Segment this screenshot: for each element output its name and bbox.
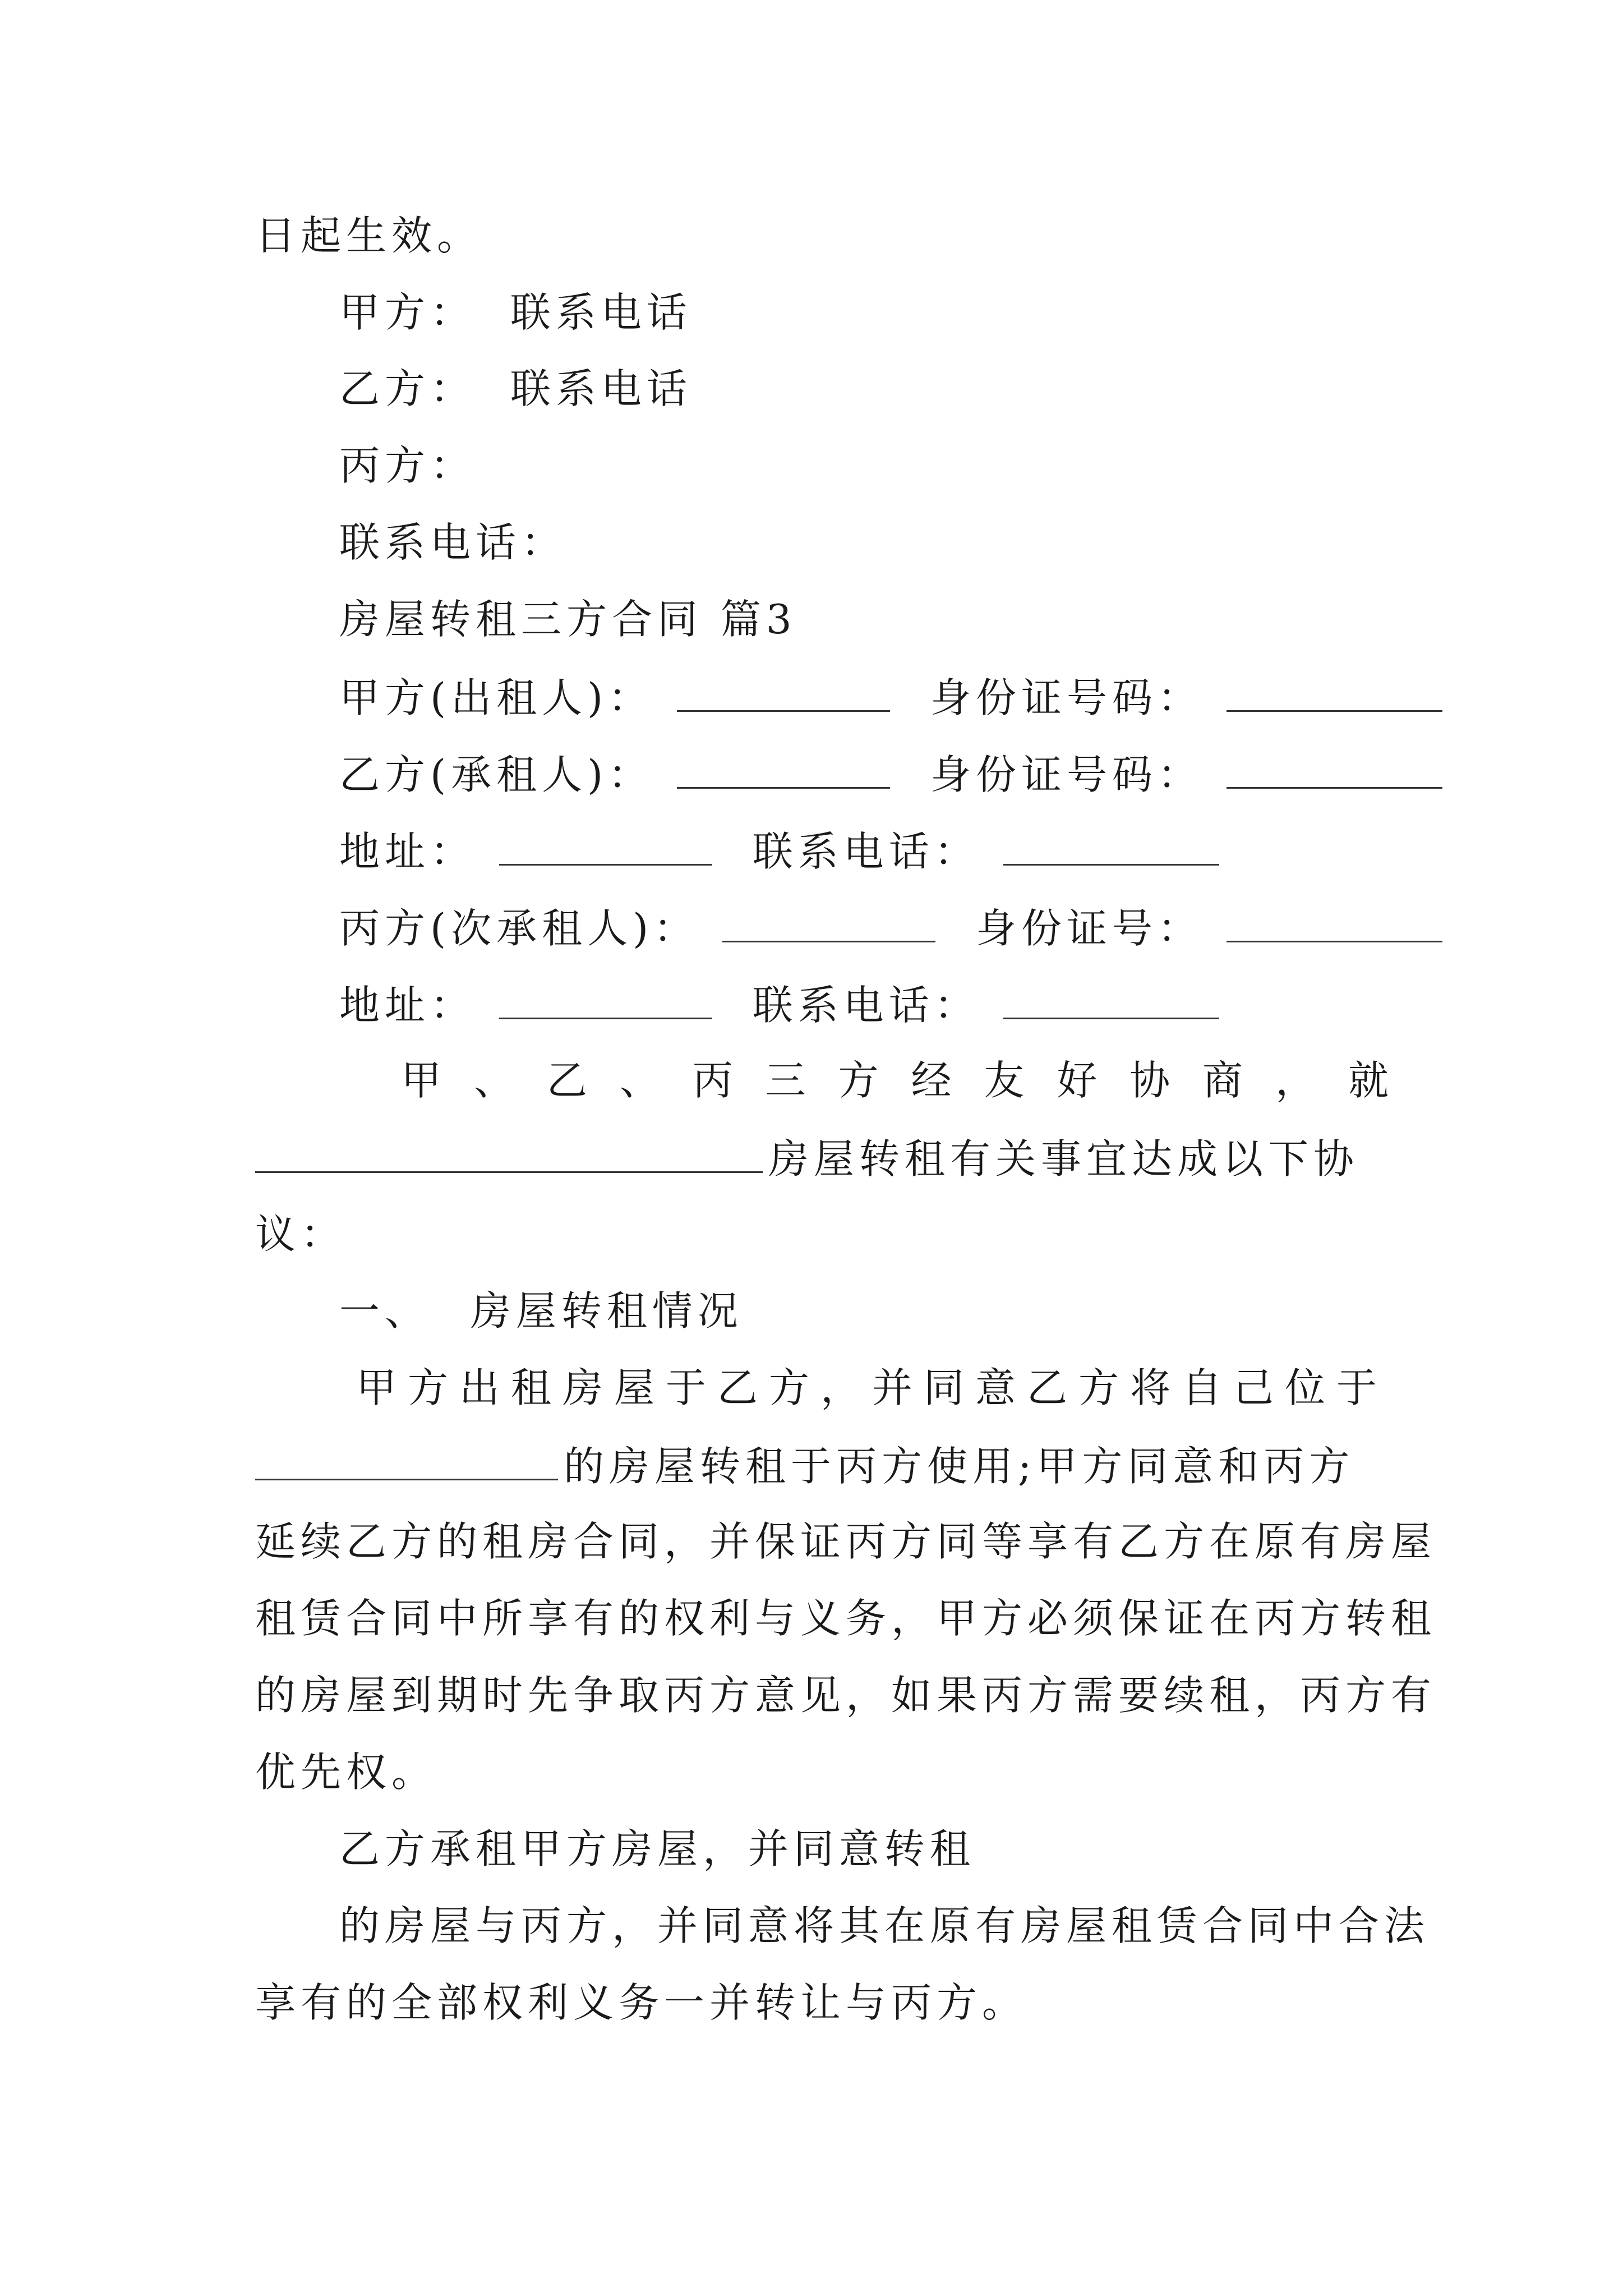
lessor-line	[339, 671, 1448, 723]
clause-1-text-2-body: 的房屋转租于丙方使用;甲方同意和丙方	[564, 1443, 1355, 1490]
clause-1-text-7: 乙方承租甲方房屋，并同意转租	[339, 1825, 976, 1872]
address-blank	[499, 978, 712, 1019]
lessor-name-blank	[677, 671, 890, 712]
agreement-topic-line	[255, 1132, 1359, 1184]
section-title: 房屋转租三方合同 篇3	[339, 596, 797, 643]
spread-char: 乙	[546, 1057, 592, 1104]
lessee-id-blank	[1227, 748, 1442, 789]
spread-char: 丙	[692, 1057, 738, 1104]
clause-1-heading	[339, 1286, 743, 1336]
spread-char: 三	[765, 1057, 811, 1104]
spread-char: 、	[619, 1057, 665, 1104]
spread-char: 甲	[401, 1057, 447, 1104]
clause-1-text-4: 租赁合同中所享有的权利与义务，甲方必须保证在丙方转租	[255, 1595, 1437, 1642]
party-b-label: 乙方：	[339, 365, 476, 412]
spread-char: 方	[838, 1057, 884, 1104]
agreement-end-line: 议：	[255, 1211, 347, 1258]
party-c-phone-label: 联系电话：	[339, 519, 567, 566]
lessor-id-label: 身份证号码：	[930, 674, 1203, 721]
spread-char: 好	[1057, 1057, 1103, 1104]
sublessee-id-label: 身份证号：	[975, 905, 1203, 952]
clause-1-text-8: 的房屋与丙方，并同意将其在原有房屋租赁合同中合法	[339, 1902, 1430, 1949]
phone-blank	[1003, 825, 1219, 866]
clause-1-text-1: 甲方出租房屋于乙方，并同意乙方将自己位于	[356, 1364, 1389, 1411]
clause-1-text-5: 的房屋到期时先争取丙方意见，如果丙方需要续租，丙方有	[255, 1672, 1437, 1719]
sublessee-name-blank	[722, 901, 935, 942]
sublessee-id-blank	[1227, 901, 1442, 942]
phone-label: 联系电话：	[752, 828, 980, 875]
clause-number: 一、	[339, 1287, 431, 1335]
address-label: 地址：	[339, 982, 476, 1029]
lessee-label: 乙方(承租人)：	[339, 751, 654, 798]
property-blank	[255, 1132, 763, 1173]
lessor-id-blank	[1227, 671, 1442, 712]
party-a-line	[339, 287, 692, 338]
spread-char: ，	[1275, 1057, 1321, 1104]
party-a-label: 甲方：	[339, 289, 476, 336]
clause-1-text-9: 享有的全部权利义务一并转让与丙方。	[255, 1979, 1028, 2026]
spread-char: 经	[911, 1057, 957, 1104]
address-label: 地址：	[339, 828, 476, 875]
party-b-phone-label: 联系电话	[510, 365, 692, 412]
address-blank	[499, 825, 712, 866]
clause-1-text-3: 延续乙方的租房合同，并保证丙方同等享有乙方在原有房屋	[255, 1518, 1437, 1565]
sublessee-address-line	[339, 978, 1225, 1030]
sublessee-label: 丙方(次承租人)：	[339, 905, 699, 952]
clause-1-text-6: 优先权。	[255, 1749, 437, 1796]
spread-char: 协	[1129, 1057, 1175, 1104]
phone-blank	[1003, 978, 1219, 1019]
party-b-line	[339, 364, 692, 414]
agreement-intro-line	[401, 1055, 1394, 1106]
location-blank	[255, 1439, 558, 1480]
party-a-phone-label: 联系电话	[510, 289, 692, 336]
spread-char: 商	[1202, 1057, 1248, 1104]
lessee-name-blank	[677, 748, 890, 789]
clause-1-text-2	[255, 1439, 1354, 1492]
lessee-id-label: 身份证号码：	[930, 751, 1203, 798]
spread-char: 友	[984, 1057, 1030, 1104]
spread-char: 就	[1348, 1057, 1394, 1104]
lessee-line	[339, 748, 1448, 800]
sublessee-line	[339, 901, 1448, 954]
agreement-topic-text: 房屋转租有关事宜达成以下协	[768, 1135, 1359, 1182]
lessee-address-line	[339, 825, 1225, 877]
spread-char: 、	[473, 1057, 519, 1104]
phone-label: 联系电话：	[752, 982, 980, 1029]
text-line-effective: 日起生效。	[255, 212, 483, 259]
clause-title: 房屋转租情况	[470, 1287, 743, 1335]
lessor-label: 甲方(出租人)：	[339, 674, 654, 721]
party-c-label: 丙方：	[339, 442, 476, 489]
